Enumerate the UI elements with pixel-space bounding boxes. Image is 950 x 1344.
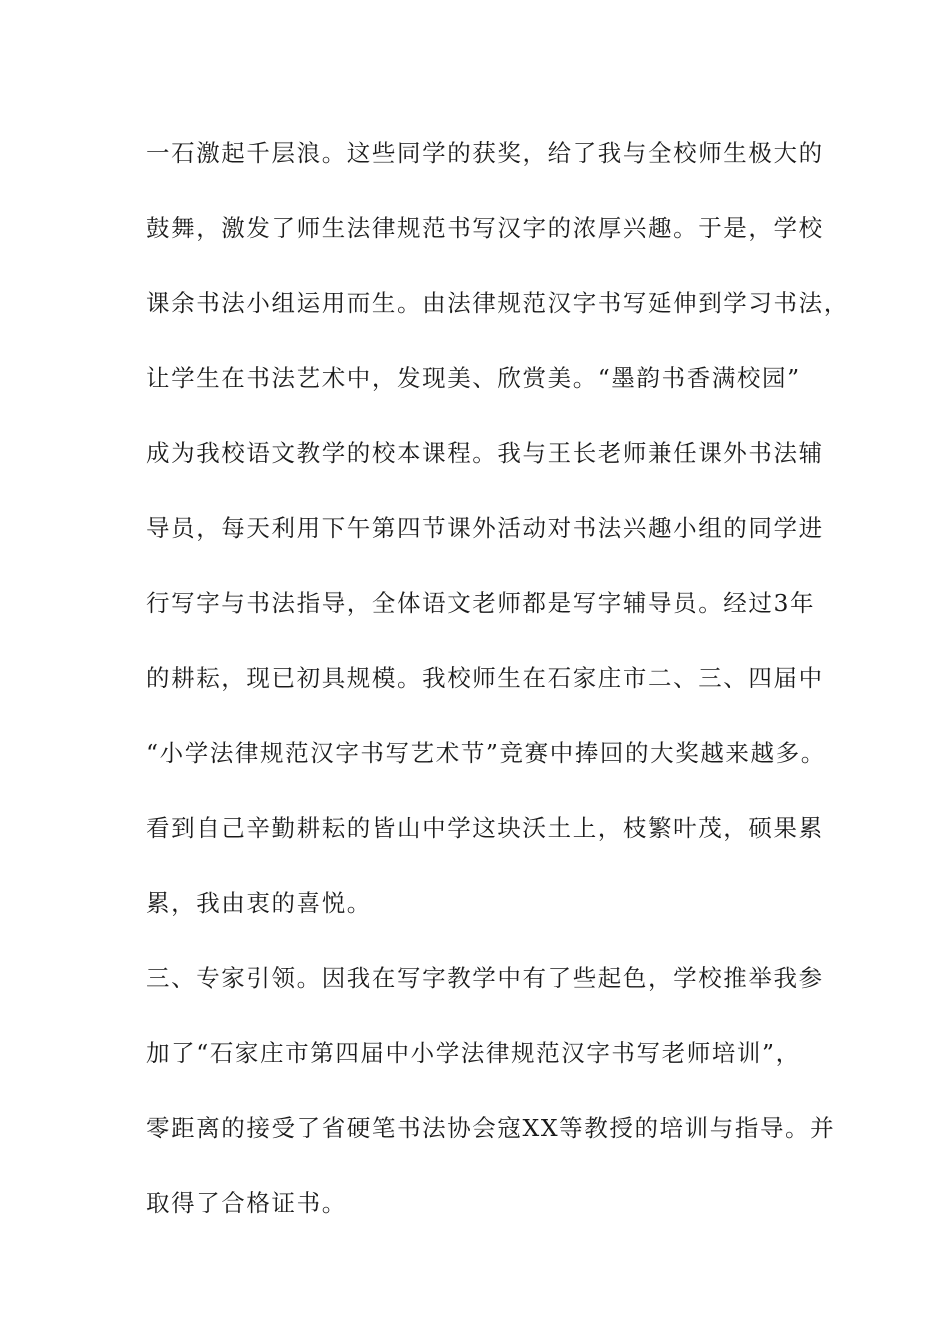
text-line: 鼓舞，激发了师生法律规范书写汉字的浓厚兴趣。于是，学校	[146, 214, 824, 242]
text-line: 零距离的接受了省硬笔书法协会寇XX等教授的培训与指导。并	[146, 1114, 836, 1142]
text-line: 累，我由衷的喜悦。	[146, 889, 372, 917]
text-line: 导员，每天利用下午第四节课外活动对书法兴趣小组的同学进	[146, 514, 824, 542]
text-line: 成为我校语文教学的校本课程。我与王长老师兼任课外书法辅	[146, 439, 824, 467]
text-line: 行写字与书法指导，全体语文老师都是写字辅导员。经过3年	[146, 589, 816, 617]
text-line: 三、专家引领。因我在写字教学中有了些起色，学校推举我参	[146, 964, 824, 992]
text-line: 的耕耘，现已初具规模。我校师生在石家庄市二、三、四届中	[146, 664, 824, 692]
text-line: 课余书法小组运用而生。由法律规范汉字书写延伸到学习书法，	[146, 289, 849, 317]
text-line: 看到自己辛勤耕耘的皆山中学这块沃土上，枝繁叶茂，硕果累	[146, 814, 824, 842]
text-line: 取得了合格证书。	[146, 1189, 347, 1217]
text-line: 让学生在书法艺术中，发现美、欣赏美。“墨韵书香满校园”	[146, 364, 801, 392]
text-line: 加了“石家庄市第四届中小学法律规范汉字书写老师培训”，	[146, 1039, 801, 1067]
body-text	[146, 128, 849, 1253]
text-line: “小学法律规范汉字书写艺术节”竞赛中捧回的大奖越来越多。	[146, 739, 826, 767]
text-line: 一石激起千层浪。这些同学的获奖，给了我与全校师生极大的	[146, 139, 824, 167]
